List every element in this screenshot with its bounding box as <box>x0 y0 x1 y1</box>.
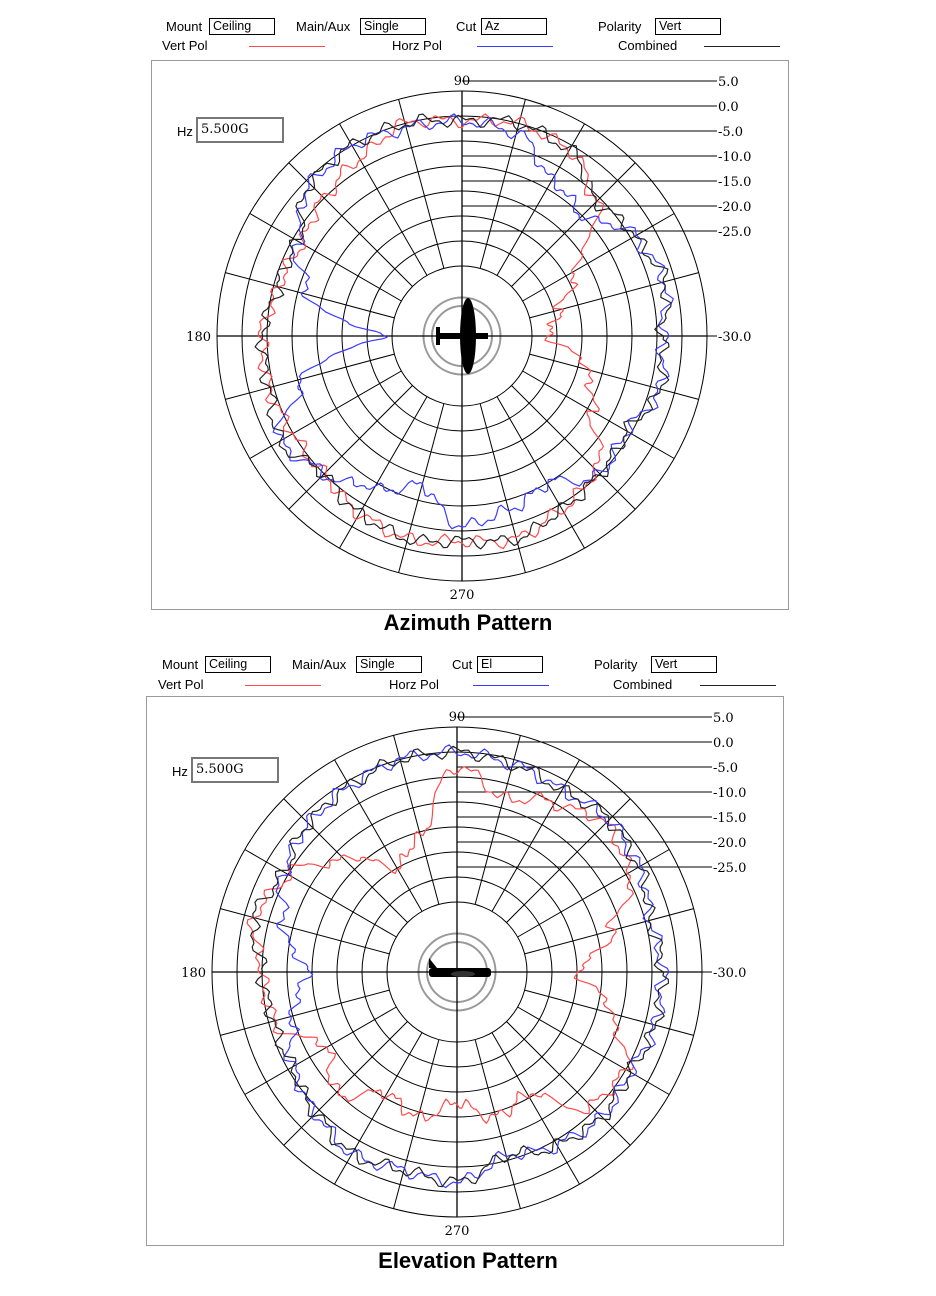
grid-spoke <box>394 1040 439 1209</box>
legend-horz-label: Horz Pol <box>392 38 442 53</box>
grid-spoke <box>220 909 389 954</box>
mount-label: Mount <box>166 19 203 34</box>
legend-combined-line <box>704 46 780 47</box>
grid-spoke <box>225 354 394 399</box>
angle-label-180: 180 <box>181 966 206 981</box>
r-tick-label: -20.0 <box>718 200 752 215</box>
hz-field[interactable]: 5.500G <box>196 117 284 143</box>
grid-spoke <box>475 1040 520 1209</box>
azimuth-polar-chart <box>152 61 790 611</box>
legend-combined-label: Combined <box>618 38 678 53</box>
legend-vert-line <box>245 685 321 686</box>
cut-label: Cut <box>452 657 473 672</box>
grid-spoke <box>225 273 394 318</box>
grid-spoke <box>530 273 699 318</box>
r-tick-label: -30.0 <box>713 966 747 981</box>
r-tick-label: 5.0 <box>718 75 739 90</box>
hz-field[interactable]: 5.500G <box>191 757 279 783</box>
series-vert-pol <box>258 114 604 549</box>
elevation-panel <box>0 640 936 1280</box>
grid-spoke <box>284 1021 408 1145</box>
legend-horz-line <box>473 685 549 686</box>
mount-field[interactable]: Ceiling <box>205 656 271 673</box>
r-tick-label: -20.0 <box>713 836 747 851</box>
grid-spoke <box>220 990 389 1035</box>
polarity-field[interactable]: Vert <box>655 18 721 35</box>
fuselage <box>438 333 488 339</box>
azimuth-plot <box>151 60 789 610</box>
grid-spoke <box>525 990 694 1035</box>
mainaux-label: Main/Aux <box>292 657 347 672</box>
tail <box>436 327 440 345</box>
r-tick-label: 0.0 <box>713 736 734 751</box>
legend-combined-line <box>700 685 776 686</box>
r-tick-label: -25.0 <box>718 225 752 240</box>
angle-label-270: 270 <box>449 588 475 603</box>
r-tick-label: -15.0 <box>718 175 752 190</box>
wing <box>451 971 475 977</box>
angle-label-90: 90 <box>453 74 471 89</box>
legend-horz-label: Horz Pol <box>389 677 439 692</box>
angle-label-180: 180 <box>186 330 211 345</box>
r-tick-label: 5.0 <box>713 711 734 726</box>
hz-label: Hz <box>177 124 193 139</box>
mount-label: Mount <box>162 657 199 672</box>
grid-spoke <box>480 99 525 268</box>
mainaux-field[interactable]: Single <box>356 656 422 673</box>
cut-label: Cut <box>456 19 477 34</box>
r-tick-label: -10.0 <box>718 150 752 165</box>
r-tick-label: -10.0 <box>713 786 747 801</box>
grid-spoke <box>506 1021 630 1145</box>
r-tick-label: -5.0 <box>718 125 744 140</box>
r-tick-label: -5.0 <box>713 761 739 776</box>
polar-grid <box>212 717 712 1217</box>
polarity-label: Polarity <box>598 19 642 34</box>
r-tick-label: -30.0 <box>718 330 752 345</box>
r-tick-label: 0.0 <box>718 100 739 115</box>
aircraft-icon <box>429 958 491 977</box>
series-horz-pol <box>276 745 669 1188</box>
grid-spoke <box>525 909 694 954</box>
elevation-plot <box>146 696 784 1246</box>
azimuth-panel <box>0 0 936 640</box>
hz-label: Hz <box>172 764 188 779</box>
mainaux-field[interactable]: Single <box>360 18 426 35</box>
grid-spoke <box>284 799 408 923</box>
r-tick-label: -25.0 <box>713 861 747 876</box>
legend-vert-label: Vert Pol <box>162 38 208 53</box>
legend-horz-line <box>477 46 553 47</box>
r-tick-label: -15.0 <box>713 811 747 826</box>
grid-spoke <box>530 354 699 399</box>
legend-vert-line <box>249 46 325 47</box>
cut-field[interactable]: El <box>477 656 543 673</box>
mount-field[interactable]: Ceiling <box>209 18 275 35</box>
polarity-label: Polarity <box>594 657 638 672</box>
angle-label-90: 90 <box>448 710 466 725</box>
grid-spoke <box>399 404 444 573</box>
grid-spoke <box>289 163 413 287</box>
angle-label-270: 270 <box>444 1224 470 1239</box>
grid-spoke <box>480 404 525 573</box>
elevation-title: Elevation Pattern <box>378 1248 558 1273</box>
legend-vert-label: Vert Pol <box>158 677 204 692</box>
mainaux-label: Main/Aux <box>296 19 351 34</box>
polarity-field[interactable]: Vert <box>651 656 717 673</box>
azimuth-title: Azimuth Pattern <box>383 610 553 635</box>
legend-combined-label: Combined <box>613 677 673 692</box>
cut-field[interactable]: Az <box>481 18 547 35</box>
grid-spoke <box>475 735 520 904</box>
